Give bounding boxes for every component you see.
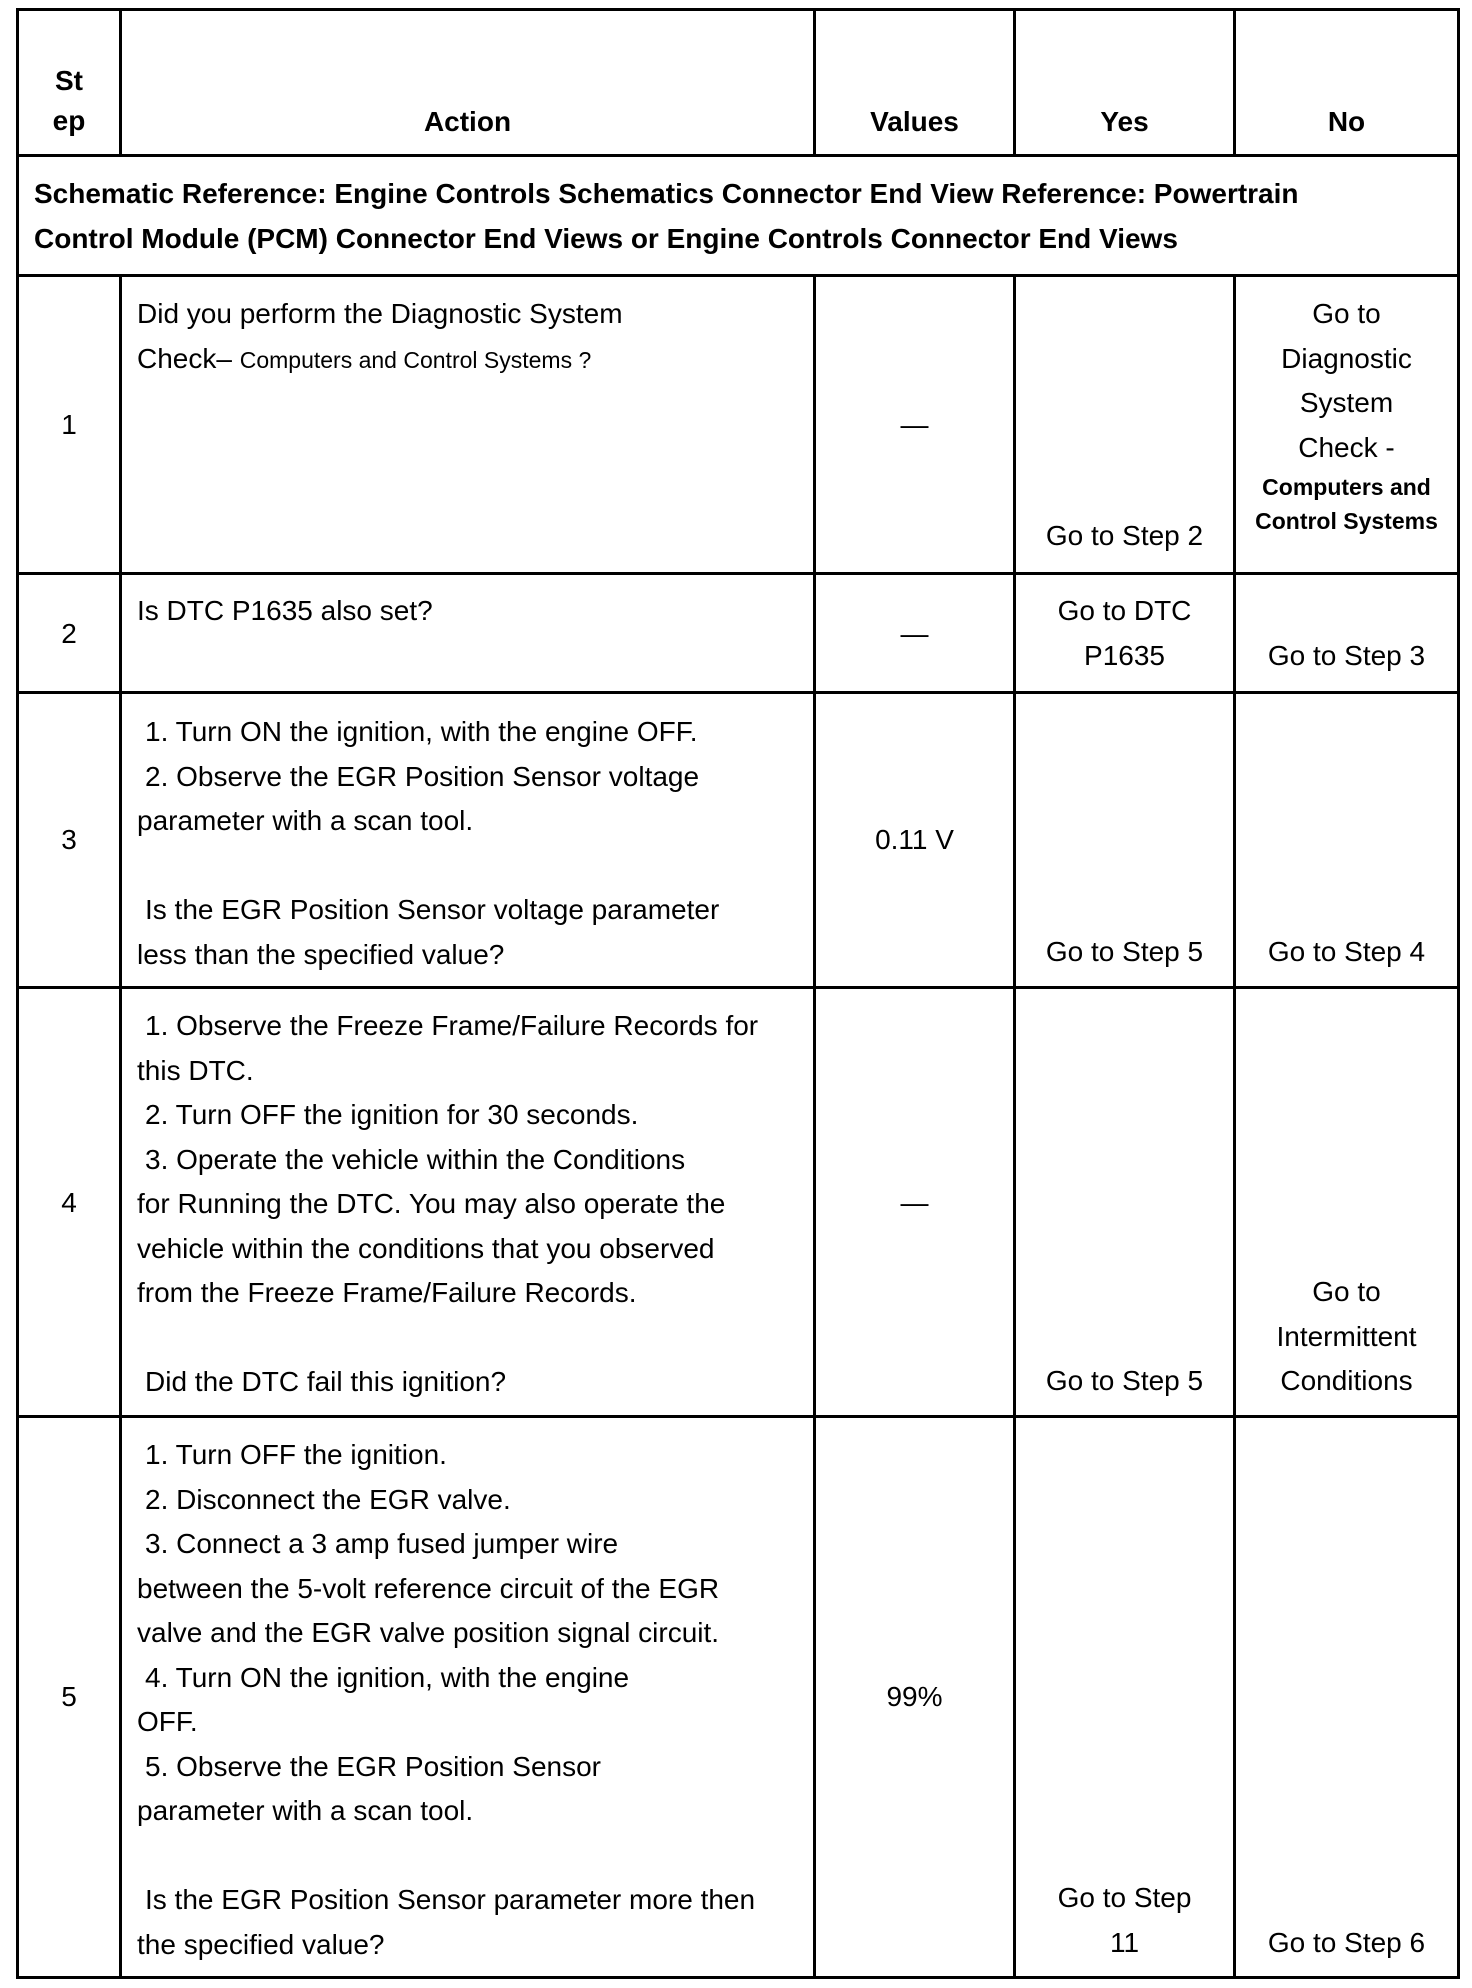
yes-link[interactable]: Go to Step 2	[1045, 520, 1204, 551]
rule-col-step	[119, 274, 122, 1979]
reference-line1: Schematic Reference: Engine Controls Schematics Connector End View Reference: Powertrain	[34, 178, 1299, 209]
yes-link[interactable]: Go to Step 5	[1045, 936, 1204, 967]
rule-header	[16, 154, 1460, 157]
header-step-line1: St	[55, 65, 83, 96]
action-text: Is DTC P1635 also set?	[137, 595, 433, 626]
header-step	[19, 61, 119, 141]
value-text: 99%	[886, 1681, 943, 1712]
value-text: —	[900, 1187, 929, 1218]
rule-top	[16, 8, 1460, 11]
step-number: 2	[61, 618, 77, 649]
reference-line2: Control Module (PCM) Connector End Views or Engine Controls Connector End Views	[34, 222, 1178, 254]
rule-right	[1457, 8, 1460, 1979]
no-link[interactable]: Go to Step 6	[1267, 1927, 1426, 1958]
no-link[interactable]: Go to Step 4	[1267, 936, 1426, 967]
rule-row3	[16, 986, 1460, 989]
rule-row1	[16, 572, 1460, 575]
yes-link[interactable]: Go to Step 11	[1057, 1882, 1192, 1958]
header-no: No	[1327, 106, 1366, 137]
rule-reference	[16, 274, 1460, 277]
yes-link[interactable]: Go to DTC P1635	[1057, 595, 1192, 671]
yes-link[interactable]: Go to Step 5	[1045, 1365, 1204, 1396]
action-text: 1. Observe the Freeze Frame/Failure Records for this DTC. 2. Turn OFF the ignition for 30 seconds. 3. Operate the vehicle within the Conditions for Running the DTC. You may also operate the vehicle within the conditions that you observed from the Freeze Frame/Failure Records. Did the DTC fail this ignition?	[137, 1010, 759, 1397]
rule-row2	[16, 691, 1460, 694]
action-text: 1. Turn OFF the ignition. 2. Disconnect the EGR valve. 3. Connect a 3 amp fused jumper wire between the 5-volt reference circuit of the EGR valve and the EGR valve position signal circuit. 4. Turn ON the ignition, with the engine OFF. 5. Observe the EGR Position Sensor parameter with a scan tool. Is the EGR Position Sensor parameter more then the specified value?	[137, 1439, 756, 1960]
no-link[interactable]: Go to Diagnostic System Check - Computers and Control Systems	[1255, 298, 1438, 534]
step-number: 1	[61, 409, 77, 440]
no-link[interactable]: Go to Step 3	[1267, 640, 1426, 671]
rule-row5	[16, 1976, 1460, 1979]
action-text: 1. Turn ON the ignition, with the engine OFF. 2. Observe the EGR Position Sensor voltage parameter with a scan tool. Is the EGR Position Sensor voltage parameter less than the specified value?	[137, 716, 720, 970]
no-link[interactable]: Go to Intermittent Conditions	[1276, 1276, 1417, 1396]
value-text: 0.11 V	[875, 824, 954, 855]
step-number: 3	[61, 824, 77, 855]
value-text: —	[900, 618, 929, 649]
rule-row4	[16, 1415, 1460, 1418]
header-values: Values	[870, 106, 959, 137]
step-number: 5	[61, 1681, 77, 1712]
action-text: Did you perform the Diagnostic System Check– Computers and Control Systems ?	[137, 298, 623, 374]
header-yes: Yes	[1100, 106, 1149, 137]
value-text: —	[900, 409, 929, 440]
header-action: Action	[423, 106, 512, 137]
schematic-reference	[34, 172, 1444, 261]
step-number: 4	[61, 1187, 77, 1218]
header-step-line2: ep	[52, 105, 86, 136]
rule-col-action	[813, 274, 816, 1979]
